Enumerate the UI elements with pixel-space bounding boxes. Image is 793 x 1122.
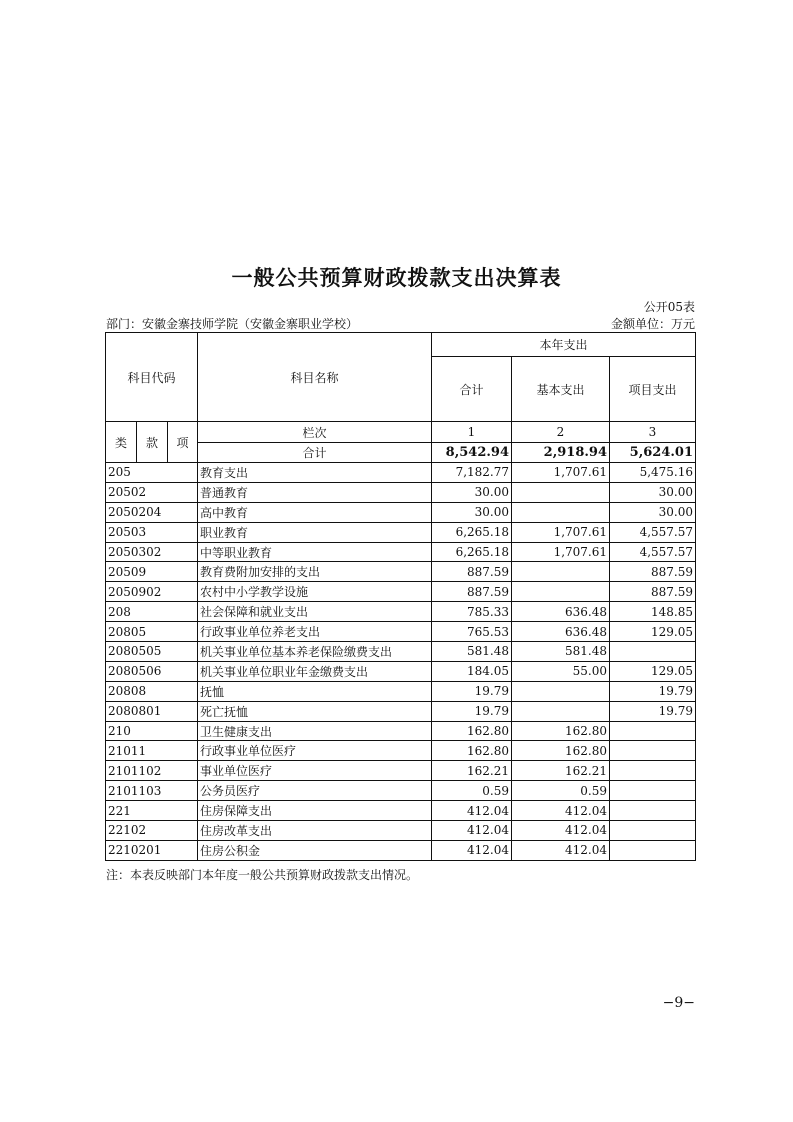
subject-name-cell: 教育支出 <box>198 463 432 483</box>
basic-cell: 1,707.61 <box>512 542 610 562</box>
header-kuan: 款 <box>137 422 168 463</box>
subject-code-cell: 2080801 <box>106 701 198 721</box>
subject-name-cell: 机关事业单位职业年金缴费支出 <box>198 661 432 681</box>
table-row <box>106 681 696 701</box>
total-cell: 184.05 <box>432 661 512 681</box>
project-cell: 887.59 <box>610 582 696 602</box>
project-cell: 19.79 <box>610 681 696 701</box>
table-row <box>106 582 696 602</box>
header-basic: 基本支出 <box>512 357 610 422</box>
project-cell <box>610 821 696 841</box>
basic-cell: 0.59 <box>512 781 610 801</box>
subject-code-cell: 2210201 <box>106 840 198 860</box>
subject-name-cell: 教育费附加安排的支出 <box>198 562 432 582</box>
header-xiang: 项 <box>168 422 198 463</box>
subject-name-cell: 死亡抚恤 <box>198 701 432 721</box>
page-title: 一般公共预算财政拨款支出决算表 <box>231 266 562 290</box>
project-cell: 4,557.57 <box>610 522 696 542</box>
total-cell: 30.00 <box>432 482 512 502</box>
total-cell: 6,265.18 <box>432 542 512 562</box>
project-cell: 887.59 <box>610 562 696 582</box>
table-row <box>106 502 696 522</box>
department-label: 部门：安徽金寨技师学院（安徽金寨职业学校） <box>106 317 359 331</box>
total-cell: 162.80 <box>432 721 512 741</box>
total-project: 5,624.01 <box>610 443 696 463</box>
header-row-3 <box>106 422 696 443</box>
project-cell: 4,557.57 <box>610 542 696 562</box>
project-cell: 129.05 <box>610 622 696 642</box>
subject-name-cell: 高中教育 <box>198 502 432 522</box>
project-cell: 148.85 <box>610 602 696 622</box>
total-cell: 765.53 <box>432 622 512 642</box>
total-cell: 30.00 <box>432 502 512 522</box>
subject-name-cell: 事业单位医疗 <box>198 761 432 781</box>
project-cell <box>610 801 696 821</box>
subject-code-cell: 21011 <box>106 741 198 761</box>
total-cell: 412.04 <box>432 840 512 860</box>
subject-code-cell: 205 <box>106 463 198 483</box>
project-cell: 19.79 <box>610 701 696 721</box>
table-row <box>106 821 696 841</box>
form-code: 公开05表 <box>643 300 695 314</box>
table-row <box>106 781 696 801</box>
header-column-index: 栏次 <box>198 422 432 443</box>
project-cell <box>610 721 696 741</box>
table-row <box>106 542 696 562</box>
table-row <box>106 622 696 642</box>
total-cell: 6,265.18 <box>432 522 512 542</box>
subject-name-cell: 农村中小学教学设施 <box>198 582 432 602</box>
subject-name-cell: 职业教育 <box>198 522 432 542</box>
project-cell <box>610 642 696 662</box>
basic-cell <box>512 562 610 582</box>
project-cell: 129.05 <box>610 661 696 681</box>
header-subject-code: 科目代码 <box>106 333 198 422</box>
basic-cell: 412.04 <box>512 801 610 821</box>
subject-name-cell: 行政事业单位医疗 <box>198 741 432 761</box>
subject-code-cell: 22102 <box>106 821 198 841</box>
subject-code-cell: 20805 <box>106 622 198 642</box>
subject-code-cell: 20509 <box>106 562 198 582</box>
total-cell: 0.59 <box>432 781 512 801</box>
header-current-year: 本年支出 <box>432 333 696 357</box>
subject-code-cell: 20502 <box>106 482 198 502</box>
total-cell: 19.79 <box>432 701 512 721</box>
subject-name-cell: 公务员医疗 <box>198 781 432 801</box>
subject-name-cell: 机关事业单位基本养老保险缴费支出 <box>198 642 432 662</box>
subject-name-cell: 住房公积金 <box>198 840 432 860</box>
table-row <box>106 801 696 821</box>
basic-cell <box>512 502 610 522</box>
table-row <box>106 721 696 741</box>
header-index-3: 3 <box>610 422 696 443</box>
subject-name-cell: 行政事业单位养老支出 <box>198 622 432 642</box>
project-cell <box>610 741 696 761</box>
total-cell: 581.48 <box>432 642 512 662</box>
subject-name-cell: 卫生健康支出 <box>198 721 432 741</box>
table-row <box>106 761 696 781</box>
table-row <box>106 562 696 582</box>
subject-code-cell: 20503 <box>106 522 198 542</box>
basic-cell: 162.21 <box>512 761 610 781</box>
subject-code-cell: 2050902 <box>106 582 198 602</box>
unit-label: 金额单位：万元 <box>610 317 695 331</box>
basic-cell: 636.48 <box>512 602 610 622</box>
subject-code-cell: 2080505 <box>106 642 198 662</box>
basic-cell <box>512 681 610 701</box>
subject-code-cell: 2080506 <box>106 661 198 681</box>
project-cell <box>610 840 696 860</box>
header-index-1: 1 <box>432 422 512 443</box>
total-cell: 785.33 <box>432 602 512 622</box>
basic-cell: 55.00 <box>512 661 610 681</box>
total-cell: 412.04 <box>432 821 512 841</box>
basic-cell <box>512 582 610 602</box>
subject-name-cell: 住房保障支出 <box>198 801 432 821</box>
total-basic: 2,918.94 <box>512 443 610 463</box>
subject-code-cell: 2050302 <box>106 542 198 562</box>
page-number: −9− <box>662 995 695 1011</box>
project-cell <box>610 781 696 801</box>
header-subject-name: 科目名称 <box>198 333 432 422</box>
basic-cell: 636.48 <box>512 622 610 642</box>
table-row <box>106 741 696 761</box>
table-row <box>106 463 696 483</box>
basic-cell: 1,707.61 <box>512 522 610 542</box>
table-row <box>106 602 696 622</box>
header-row-1 <box>106 333 696 357</box>
subject-code-cell: 210 <box>106 721 198 741</box>
total-cell: 887.59 <box>432 562 512 582</box>
subject-code-cell: 2101103 <box>106 781 198 801</box>
footnote: 注：本表反映部门本年度一般公共预算财政拨款支出情况。 <box>106 868 419 882</box>
table-row <box>106 661 696 681</box>
table-row <box>106 482 696 502</box>
project-cell: 30.00 <box>610 502 696 522</box>
project-cell <box>610 761 696 781</box>
total-cell: 7,182.77 <box>432 463 512 483</box>
subject-code-cell: 221 <box>106 801 198 821</box>
header-index-2: 2 <box>512 422 610 443</box>
subject-name-cell: 中等职业教育 <box>198 542 432 562</box>
table-row <box>106 701 696 721</box>
basic-cell: 412.04 <box>512 840 610 860</box>
header-project: 项目支出 <box>610 357 696 422</box>
total-cell: 412.04 <box>432 801 512 821</box>
expenditure-table <box>105 332 696 861</box>
table-row <box>106 840 696 860</box>
table-row <box>106 642 696 662</box>
basic-cell <box>512 701 610 721</box>
total-label: 合计 <box>198 443 432 463</box>
basic-cell <box>512 482 610 502</box>
subject-name-cell: 住房改革支出 <box>198 821 432 841</box>
header-lei: 类 <box>106 422 137 463</box>
total-cell: 162.21 <box>432 761 512 781</box>
basic-cell: 581.48 <box>512 642 610 662</box>
total-cell: 162.80 <box>432 741 512 761</box>
subject-code-cell: 2101102 <box>106 761 198 781</box>
total-cell: 887.59 <box>432 582 512 602</box>
subject-code-cell: 208 <box>106 602 198 622</box>
subject-name-cell: 社会保障和就业支出 <box>198 602 432 622</box>
subject-name-cell: 普通教育 <box>198 482 432 502</box>
subject-name-cell: 抚恤 <box>198 681 432 701</box>
project-cell: 5,475.16 <box>610 463 696 483</box>
table-row <box>106 522 696 542</box>
total-amount: 8,542.94 <box>432 443 512 463</box>
basic-cell: 162.80 <box>512 741 610 761</box>
subject-code-cell: 2050204 <box>106 502 198 522</box>
basic-cell: 162.80 <box>512 721 610 741</box>
total-cell: 19.79 <box>432 681 512 701</box>
subject-code-cell: 20808 <box>106 681 198 701</box>
header-total: 合计 <box>432 357 512 422</box>
basic-cell: 1,707.61 <box>512 463 610 483</box>
project-cell: 30.00 <box>610 482 696 502</box>
basic-cell: 412.04 <box>512 821 610 841</box>
